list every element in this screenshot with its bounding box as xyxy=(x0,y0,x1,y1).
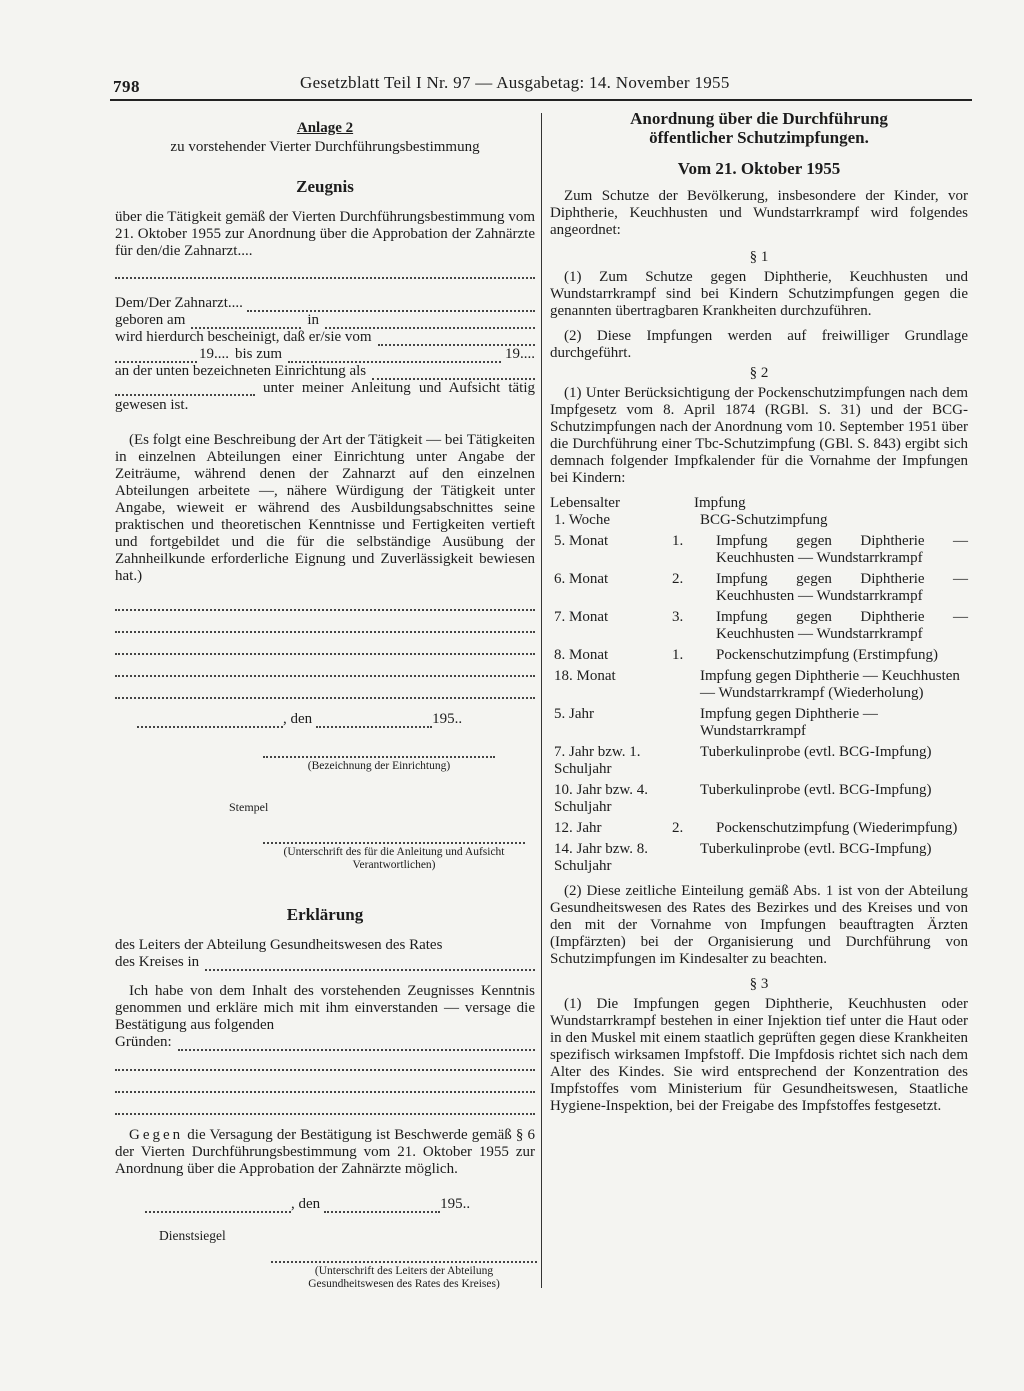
appeal-text: die Versagung der Bestätigung ist Beschwerde gemäß § 6 der Vierten Durchführungsbestimmung vom 21. Oktober 1955 zur Anordnung über die Approbation der Zahnärzte möglich. xyxy=(115,1127,535,1177)
date-field-1 xyxy=(316,714,432,728)
date-field-2 xyxy=(324,1199,440,1213)
section-1-label: § 1 xyxy=(749,249,769,265)
section-2-para-2: (2) Diese zeitliche Einteilung gemäß Abs. 1 ist von der Abteilung Gesundheitswesen des Rates des Bezirkes und des Kreises und von den mit der Vornahme von Impfungen beauftragten Ärzten (Impfärzten) bei der Organisierung und Durchführung von Schutzimpfungen im Kindesalter zu beachten. xyxy=(550,883,968,967)
table-row xyxy=(550,529,968,567)
name-fill-line xyxy=(115,263,535,279)
column-divider xyxy=(541,113,542,1288)
erklaerung-intro-b: des Kreises in xyxy=(115,954,200,970)
table-row xyxy=(550,778,968,816)
dentist-name-field xyxy=(247,298,535,312)
vaccination-calendar xyxy=(550,495,968,875)
dose-number: 1. xyxy=(672,533,684,549)
form-year-from: 19.... xyxy=(199,346,229,362)
table-row xyxy=(550,567,968,605)
age-cell: 7. Jahr bzw. 1. Schuljahr xyxy=(554,744,641,777)
section-2-para-1: (1) Unter Berücksichtigung der Pockenschutzimpfungen nach dem Impfgesetz vom 8. April 1874 (RGBl. S. 31) und der BCG-Schutzimpfungen nach der Anordnung vom 10. September 1951 über die Durchführung einer Tbc-Schutzimpfung (GBl. S. 843) ergibt sich demnach folgender Impfkalender für die Vornahme der Impfungen bei Kindern: xyxy=(550,385,968,486)
activity-description: (Es folgt eine Beschreibung der Art der Tätigkeit — bei Tätigkeiten in einzelnen Abteilungen einer Einrichtung unter Angabe der Zeiträume, während denen der Zahnarzt auf den einzelnen Abteilungen arbeitete —, nähere Würdigung der Tätigkeit unter Angabe, wieweit er während des Ausbildungsabschnittes seine praktischen und theoretischen Kenntnisse und Fertigkeiten vertieft und fortgebildet und die für die selbständige Ausübung der Zahnheilkunde erforderliche Eignung und Zuverlässigkeit bewiesen hat.) xyxy=(115,432,535,584)
table-row xyxy=(550,740,968,778)
fill-line xyxy=(115,1055,535,1071)
table-row xyxy=(550,816,968,837)
vaccination-text: Impfung gegen Diphtherie — Keuchhusten — Wundstarrkrampf xyxy=(716,609,968,642)
vaccination-cell: BCG-Schutzimpfung xyxy=(700,512,828,528)
zeugnis-intro: über die Tätigkeit gemäß der Vierten Durchführungsbestimmung vom 21. Oktober 1955 zur Anordnung über die Approbation der Zahnärzte für den/die Zahnarzt.... xyxy=(115,209,535,259)
age-cell: 5. Jahr xyxy=(554,706,594,722)
form-line-1-label: Dem/Der Zahnarzt.... xyxy=(115,295,243,311)
vaccination-cell: Impfung gegen Diphtherie — Wundstarrkrampf xyxy=(700,706,878,739)
age-cell: 6. Monat xyxy=(554,571,609,587)
dose-number: 2. xyxy=(672,820,684,836)
gegen-spaced: Gegen xyxy=(129,1127,184,1143)
left-column xyxy=(115,113,535,1291)
birth-place-field xyxy=(325,315,535,329)
institution-block xyxy=(263,742,495,773)
form-line-3: wird hierdurch bescheinigt, daß er/sie vom xyxy=(115,329,372,345)
section-1-para-2: (2) Diese Impfungen werden auf freiwilliger Grundlage durchgeführt. xyxy=(550,328,968,361)
header-age: Lebensalter xyxy=(550,495,620,511)
fill-line xyxy=(115,595,535,611)
age-cell: 12. Jahr xyxy=(554,820,602,836)
year-label-2: 195.. xyxy=(440,1196,471,1212)
header-vaccination: Impfung xyxy=(694,495,746,511)
birth-date-field xyxy=(191,315,301,329)
vaccination-cell: Impfung gegen Diphtherie — Keuchhusten — Wundstarrkrampf (Wiederholung) xyxy=(700,668,960,701)
age-cell: 18. Monat xyxy=(554,668,616,684)
signature-caption-2: (Unterschrift des Leiters der Abteilung Gesundheitswesen des Rates des Kreises) xyxy=(308,1265,500,1290)
table-row xyxy=(550,605,968,643)
from-date-field xyxy=(378,332,535,346)
signature-field-2 xyxy=(271,1247,537,1263)
erklaerung-title: Erklärung xyxy=(286,905,364,924)
fill-line xyxy=(115,617,535,633)
position-field-2 xyxy=(115,382,255,396)
fill-line xyxy=(115,639,535,655)
vaccination-cell: Tuberkulinprobe (evtl. BCG-Impfung) xyxy=(700,841,932,857)
vaccination-text: Pockenschutzimpfung (Erstimpfung) xyxy=(716,647,939,663)
age-cell: 14. Jahr bzw. 8. Schuljahr xyxy=(554,841,649,874)
vaccination-cell: Tuberkulinprobe (evtl. BCG-Impfung) xyxy=(700,782,932,798)
place-field-2 xyxy=(145,1199,291,1213)
institution-caption: (Bezeichnung der Einrichtung) xyxy=(307,760,451,772)
form-in-label: in xyxy=(307,312,320,328)
section-2-label: § 2 xyxy=(749,365,769,381)
vaccination-text: Impfung gegen Diphtherie — Keuchhusten — Wundstarrkrampf xyxy=(716,571,968,604)
section-3-label: § 3 xyxy=(749,976,769,992)
certificate-form xyxy=(115,295,535,414)
reasons-fill-lines xyxy=(115,1055,535,1115)
erklaerung-intro-a: des Leiters der Abteilung Gesundheitswesen des Rates xyxy=(115,937,443,953)
age-cell: 1. Woche xyxy=(554,512,611,528)
signature-caption-1: (Unterschrift des für die Anleitung und Aufsicht Verantwortlichen) xyxy=(283,846,505,871)
form-line-6: unter meiner Anleitung und Aufsicht tätig gewesen ist. xyxy=(115,380,535,413)
age-cell: 7. Monat xyxy=(554,609,609,625)
annex-title: Anlage 2 xyxy=(296,120,354,136)
dose-number: 3. xyxy=(672,609,684,625)
form-year-until: 19.... xyxy=(505,346,535,362)
position-field xyxy=(372,366,535,380)
den-label-1: , den xyxy=(283,711,313,727)
reasons-field xyxy=(178,1037,535,1051)
description-fill-lines xyxy=(115,595,535,699)
institution-field xyxy=(263,742,495,758)
stamp-label: Stempel xyxy=(229,800,269,814)
year-label-1: 195.. xyxy=(432,711,463,727)
from-day-field xyxy=(115,349,197,363)
until-date-field xyxy=(288,349,501,363)
age-cell: 10. Jahr bzw. 4. Schuljahr xyxy=(554,782,649,815)
table-row xyxy=(550,512,968,529)
header-rule xyxy=(110,99,972,101)
table-row xyxy=(550,643,968,664)
form-until-label: bis zum xyxy=(235,346,283,362)
appeal-note xyxy=(115,1127,535,1178)
vaccination-cell xyxy=(672,816,968,837)
decree-title: Anordnung über die Durchführung öffentlicher Schutzimpfungen. xyxy=(630,109,888,147)
decree-preamble: Zum Schutze der Bevölkerung, insbesondere der Kinder, vor Diphtherie, Keuchhusten und Wundstarrkrampf wird folgendes angeordnet: xyxy=(550,188,968,238)
form-born-label: geboren am xyxy=(115,312,186,328)
age-cell: 8. Monat xyxy=(554,647,609,663)
dienstsiegel-label: Dienstsiegel xyxy=(159,1228,226,1243)
vaccination-text: Impfung gegen Diphtherie — Keuchhusten — Wundstarrkrampf xyxy=(716,533,968,566)
section-1-para-1: (1) Zum Schutze gegen Diphtherie, Keuchhusten und Wundstarrkrampf sind bei Kindern Schutzimpfungen gegen die genannten übertragbaren Krankheiten durchzuführen. xyxy=(550,269,968,319)
signature-block-1 xyxy=(263,828,525,872)
erklaerung-body: Ich habe von dem Inhalt des vorstehenden Zeugnisses Kenntnis genommen und erkläre mich mit ihm einverstanden — versage die Bestätigung aus folgenden xyxy=(115,983,535,1033)
running-head: Gesetzblatt Teil I Nr. 97 — Ausgabetag: 14. November 1955 xyxy=(300,73,730,92)
dose-number: 1. xyxy=(672,647,684,663)
age-cell: 5. Monat xyxy=(554,533,609,549)
vaccination-text: Pockenschutzimpfung (Wiederimpfung) xyxy=(716,820,958,836)
table-row xyxy=(550,837,968,875)
vaccination-cell xyxy=(672,605,968,643)
page-number: 798 xyxy=(113,77,140,96)
vaccination-cell xyxy=(672,567,968,605)
table-row xyxy=(550,664,968,702)
fill-line xyxy=(115,661,535,677)
section-3-para-1: (1) Die Impfungen gegen Diphtherie, Keuchhusten oder Wundstarrkrampf bestehen in einer Injektion tief unter die Haut oder in den Muskel mit einem staatlich geprüften gegen diese Krankheiten spezifisch wirksamen Impfstoff. Die Impfdosis richtet sich nach dem Alter des Kindes. Sie wird entsprechend der Konzentration des Impfstoffes vom Ministerium für Gesundheitswesen, Staatliche Hygiene-Inspektion, bei der Freigabe des Impfstoffes festgesetzt. xyxy=(550,996,968,1114)
vaccination-cell xyxy=(672,529,968,567)
vaccination-cell xyxy=(672,643,968,664)
zeugnis-title: Zeugnis xyxy=(296,177,354,196)
vaccination-cell: Tuberkulinprobe (evtl. BCG-Impfung) xyxy=(700,744,932,760)
district-field xyxy=(205,957,535,971)
place-field-1 xyxy=(137,714,283,728)
annex-subtitle: zu vorstehender Vierter Durchführungsbestimmung xyxy=(170,139,480,155)
signature-field-1 xyxy=(263,828,525,844)
signature-block-2 xyxy=(271,1247,537,1291)
form-line-5: an der unten bezeichneten Einrichtung als xyxy=(115,363,367,379)
fill-line xyxy=(115,1077,535,1093)
gruende-label: Gründen: xyxy=(115,1034,172,1050)
fill-line xyxy=(115,1099,535,1115)
decree-date: Vom 21. Oktober 1955 xyxy=(677,159,841,178)
den-label-2: , den xyxy=(291,1196,321,1212)
fill-line xyxy=(115,683,535,699)
table-row xyxy=(550,702,968,740)
right-column xyxy=(550,109,968,1115)
dose-number: 2. xyxy=(672,571,684,587)
place-date-line-1 xyxy=(115,711,535,728)
place-date-line-2 xyxy=(115,1196,535,1213)
